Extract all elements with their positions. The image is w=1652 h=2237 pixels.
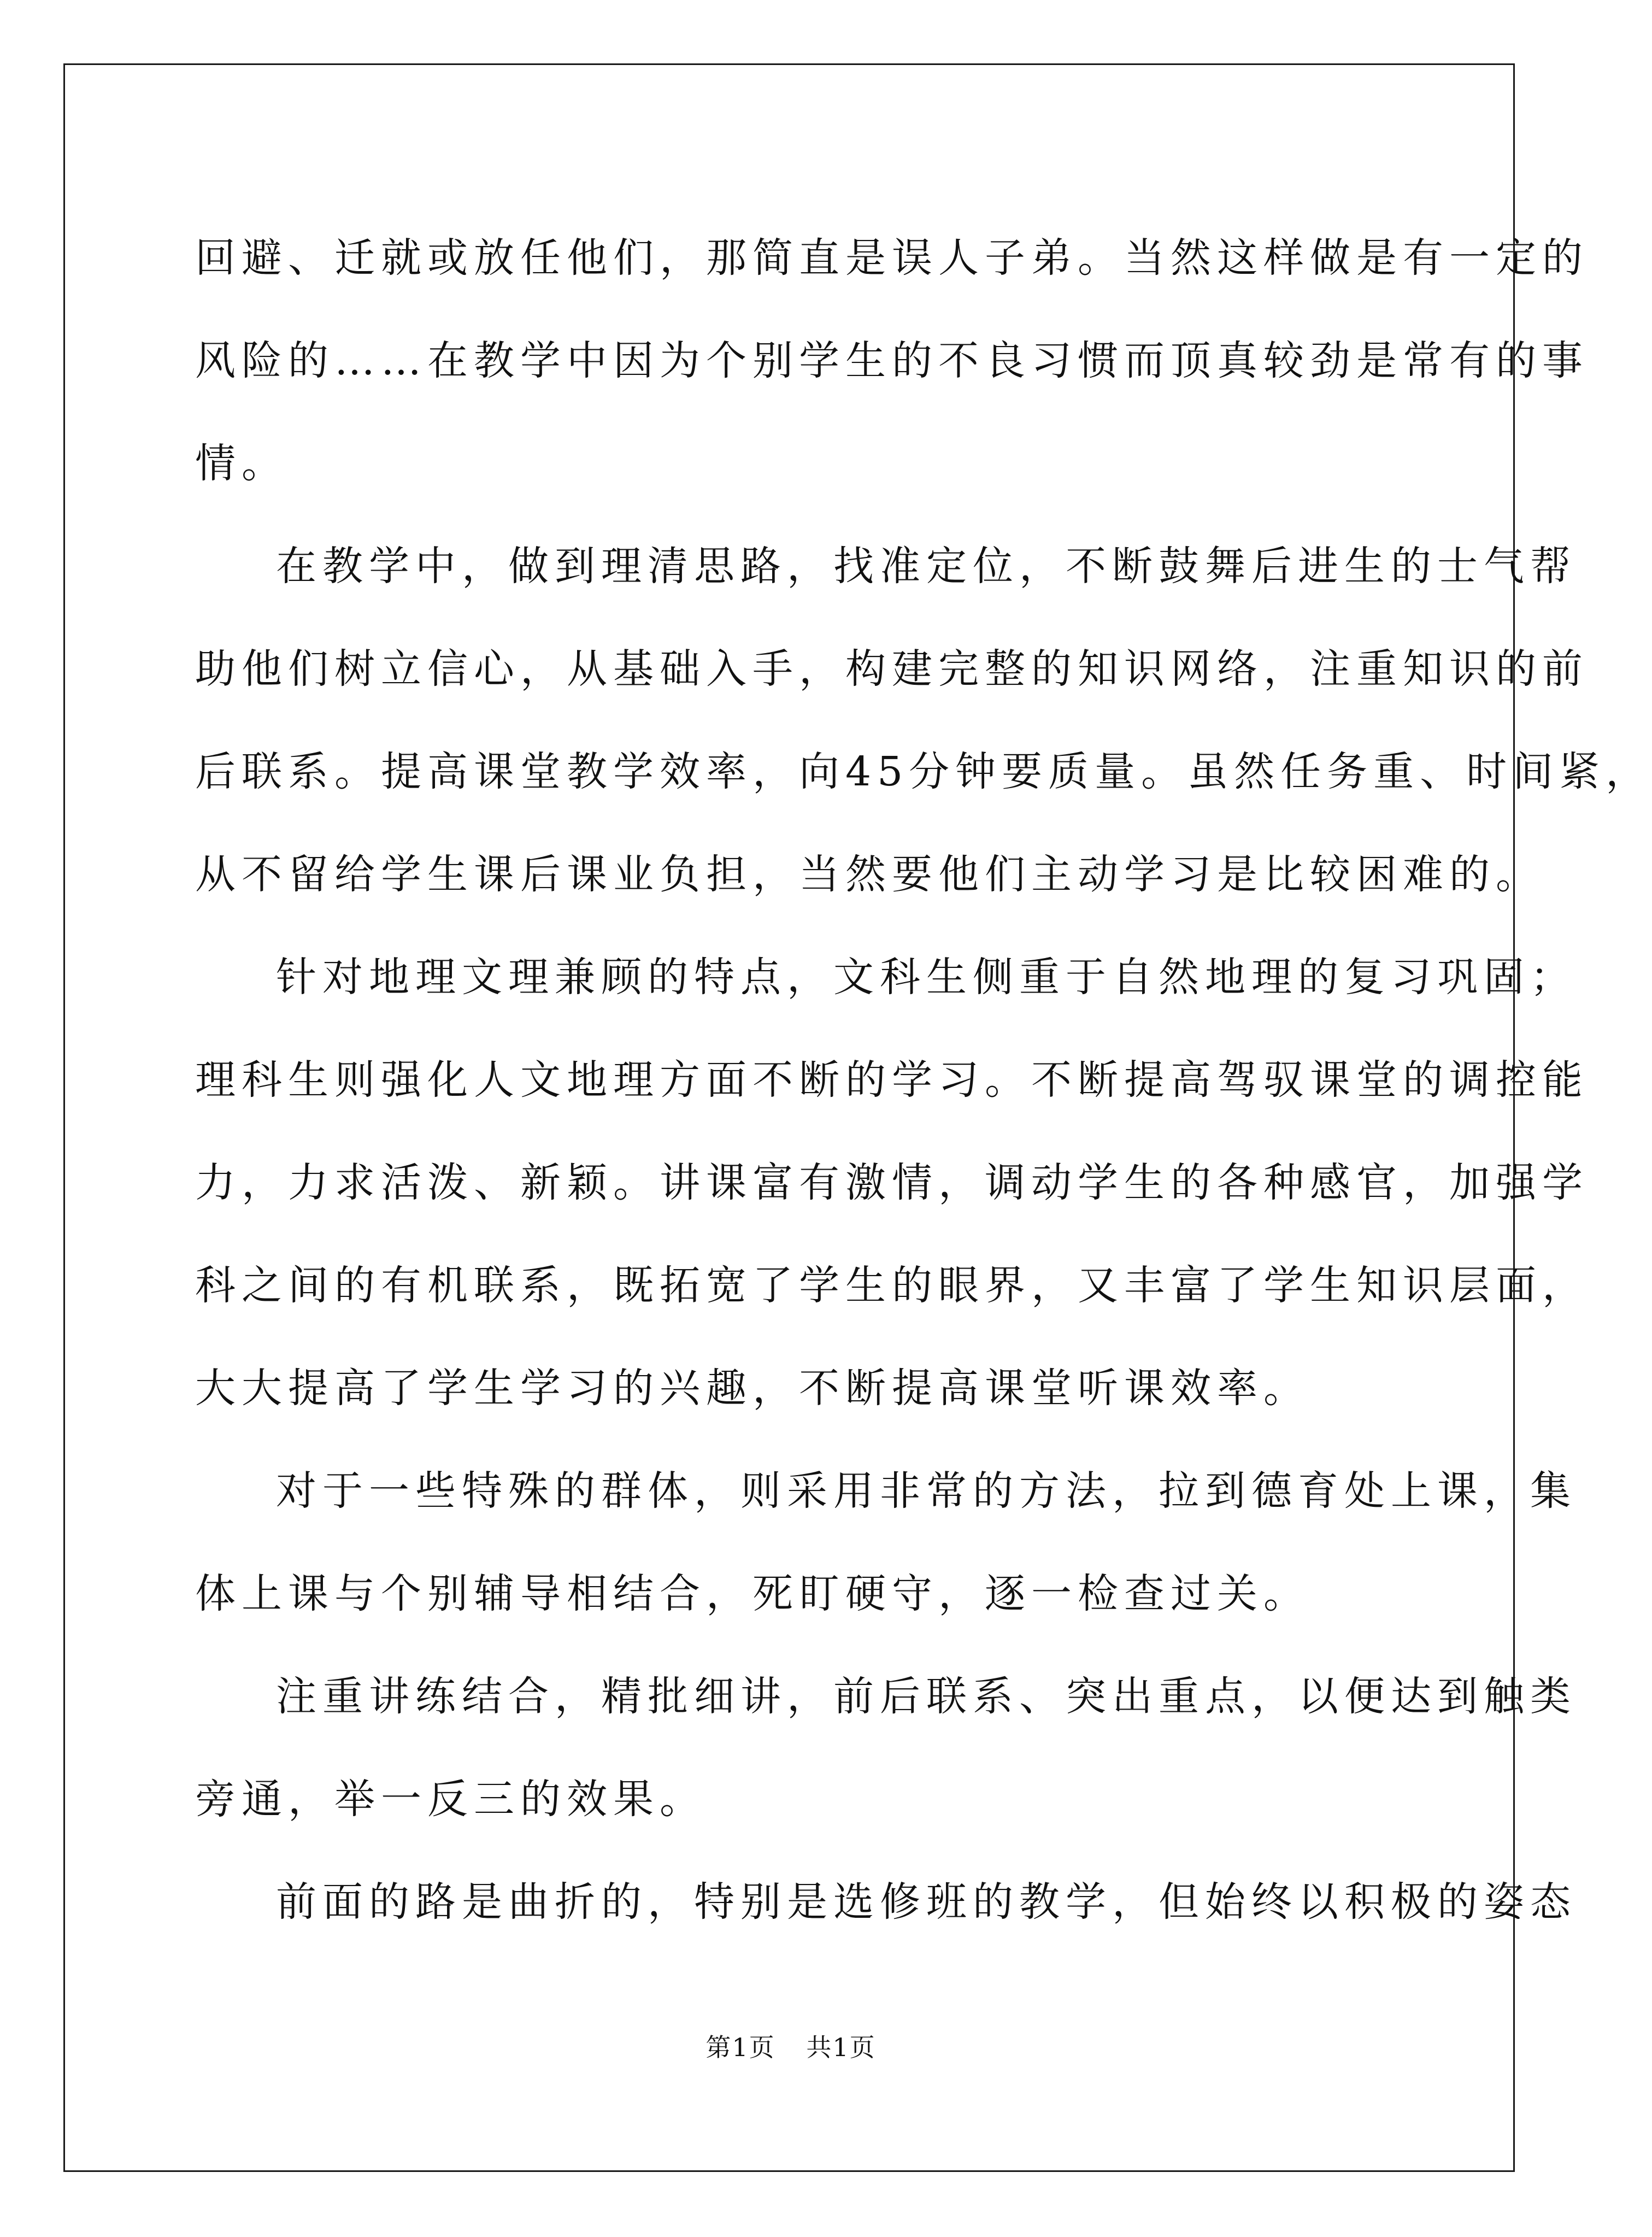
text-line: 后联系。提高课堂教学效率，向45分钟要质量。虽然任务重、时间紧， (195, 748, 1652, 795)
page-number-total: 共1页 (806, 2033, 876, 2062)
text-line: 力，力求活泼、新颖。讲课富有激情，调动学生的各种感官，加强学 (195, 1159, 1589, 1206)
text-line: 从不留给学生课后课业负担，当然要他们主动学习是比较困难的。 (195, 851, 1542, 898)
text-line: 风险的……在教学中因为个别学生的不良习惯而顶真较劲是常有的事 (195, 337, 1589, 384)
text-line: 大大提高了学生学习的兴趣，不断提高课堂听课效率。 (195, 1365, 1310, 1412)
paragraph-start-line: 注重讲练结合，精批细讲，前后联系、突出重点，以便达到触类 (276, 1673, 1577, 1720)
text-line: 理科生则强化人文地理方面不断的学习。不断提高驾驭课堂的调控能 (195, 1056, 1589, 1103)
paragraph-start-line: 对于一些特殊的群体，则采用非常的方法，拉到德育处上课，集 (276, 1467, 1577, 1514)
text-line: 回避、迁就或放任他们，那简直是误人子弟。当然这样做是有一定的 (195, 234, 1589, 281)
page-footer (0, 2028, 1582, 2064)
text-line: 情。 (195, 440, 288, 487)
paragraph-start-line: 前面的路是曲折的，特别是选修班的教学，但始终以积极的姿态 (276, 1878, 1577, 1925)
text-line: 旁通，举一反三的效果。 (195, 1776, 706, 1823)
document-body (195, 203, 1652, 1950)
text-line: 科之间的有机联系，既拓宽了学生的眼界，又丰富了学生知识层面， (195, 1262, 1589, 1309)
paragraph-start-line: 针对地理文理兼顾的特点，文科生侧重于自然地理的复习巩固； (276, 954, 1577, 1001)
text-line: 助他们树立信心，从基础入手，构建完整的知识网络，注重知识的前 (195, 645, 1589, 692)
page-number-current: 第1页 (706, 2033, 775, 2062)
text-line: 体上课与个别辅导相结合，死盯硬守，逐一检查过关。 (195, 1570, 1310, 1617)
paragraph-start-line: 在教学中，做到理清思路，找准定位，不断鼓舞后进生的士气帮 (276, 543, 1577, 590)
